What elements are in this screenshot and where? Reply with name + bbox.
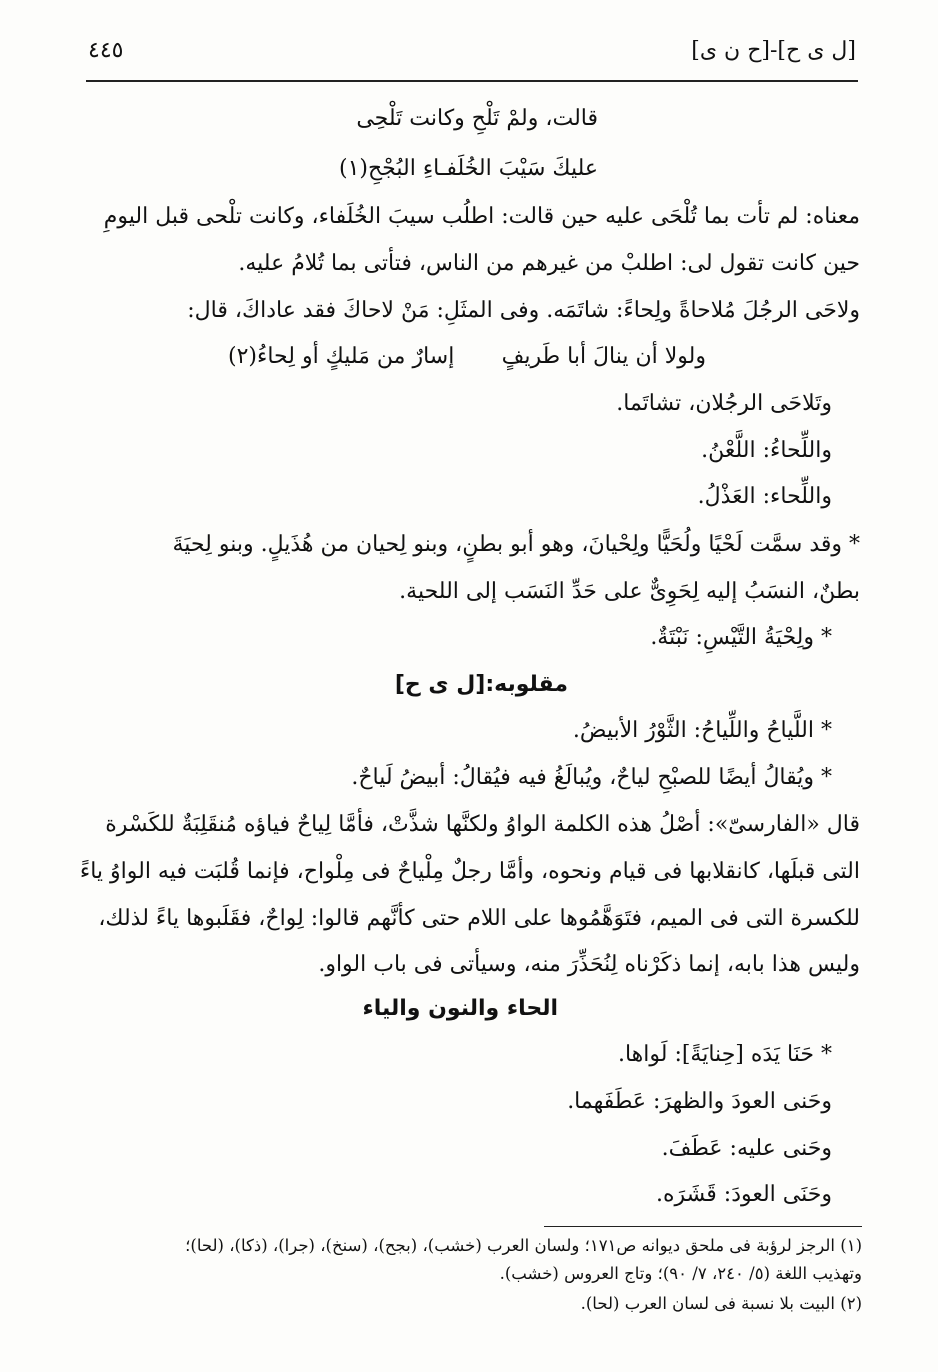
text-line: ولاحَى الرجُلَ مُلاحاةً ولِحاءً: شاتَمَه. وفى المثَلِ: مَنْ لاحاكَ فقد عاداكَ، قال: <box>187 298 860 323</box>
verse-line: عليكَ سَيْبَ الخُلَفـاءِ البُجْحِ(١) <box>338 156 598 181</box>
verse-hemistich-left: إسارٌ من مَليكٍ أو لِحاءُ(٢) <box>228 344 455 369</box>
text-line: * ولِحْيَةُ التَّيْسِ: نَبْتَةٌ. <box>650 625 832 650</box>
text-line: التى قبلَها، كانقلابها فى قيام ونحوه، وأمَّا رجلٌ مِلْياحٌ فى مِلْواح، فإنما قُلبَت فيه الواوُ ياءً <box>79 859 860 884</box>
text-line: واللِّحاءُ: اللَّعْنُ. <box>701 438 832 463</box>
verse-line: قالت، ولمْ تَلْحِ وكانت تَلْحِى <box>356 106 598 131</box>
footnote: وتهذيب اللغة (٥/ ٢٤٠، ٧/ ٩٠)؛ وتاج العروس (خشب). <box>499 1264 862 1283</box>
text-line: وحَنى عليه: عَطَفَ. <box>661 1136 832 1161</box>
verse-hemistich-right: ولولا أن ينالَ أبا طَريفٍ <box>501 344 706 369</box>
text-line: حين كانت تقول لى: اطلبْ من غيرهم من الناس، فتأتى بما تُلامُ عليه. <box>238 251 860 276</box>
text-line: * حَنَا يَدَه [حِنايَةً]: لَواها. <box>617 1042 832 1067</box>
footnote: (٢) البيت بلا نسبة فى لسان العرب (لحا). <box>580 1294 862 1313</box>
running-header-section: [ل ى ح]-[ح ن ى] <box>691 38 856 63</box>
text-line: للكسرة التى فى الميم، فتَوَهَّمُوها على اللام حتى كأنَّهم قالوا: لِواحٌ، فقَلَبوها ياءً لذلك، <box>98 906 860 931</box>
page-number: ٤٤٥ <box>88 38 124 63</box>
text-line: بطنٌ، النسَبُ إليه لِحَوِىٌّ على حَدِّ النَسَب إلى اللحية. <box>399 579 860 604</box>
text-line: * اللَّياحُ واللِّياحُ: الثَّوْرُ الأبيضُ. <box>572 718 832 743</box>
text-line: وتَلاحَى الرجُلان، تشاتَما. <box>616 391 832 416</box>
section-heading: مقلوبه:[ل ى ح] <box>394 672 568 697</box>
text-line: وحَنَى العودَ: قَشَرَه. <box>656 1182 832 1207</box>
text-line: معناه: لم تأت بما تُلْحَى عليه حين قالت: اطلُب سيبَ الخُلَفاء، وكانت تلْحى قبل اليومِ <box>103 204 860 229</box>
footnote: (١) الرجز لرؤبة فى ملحق ديوانه ص١٧١؛ ولسان العرب (خشب)، (بجح)، (سنخ)، (جرا)، (ذكا)، (لحا)؛ <box>185 1236 862 1255</box>
text-line: * وقد سمَّت لَحْيًا ولُحَيًّا ولِحْيانَ، وهو أبو بطنٍ، وبنو لِحيان من هُذَيلٍ. وبنو لِحيَةَ <box>172 532 860 557</box>
section-heading: الحاء والنون والياء <box>362 996 558 1021</box>
header-rule <box>86 80 858 82</box>
footnote-rule <box>544 1226 862 1227</box>
text-line: وليس هذا بابه، إنما ذكَرْناه لِنُحَذِّرَ منه، وسيأتى فى باب الواو. <box>318 952 860 977</box>
text-line: واللِّحاء: العَذْلُ. <box>697 484 832 509</box>
text-line: * ويُقالُ أيضًا للصبْحِ لياحٌ، ويُبالَغُ فيه فيُقالُ: أبيضُ لَياحٌ. <box>351 765 832 790</box>
text-line: قال «الفارسىّ»: أصْلُ هذه الكلمة الواوُ ولكنَّها شذَّتْ، فأمَّا لِياحٌ فياؤه مُنقَلِبَةٌ للكَسْرة <box>105 812 860 837</box>
text-line: وحَنى العودَ والظهرَ: عَطَفَهما. <box>567 1089 832 1114</box>
